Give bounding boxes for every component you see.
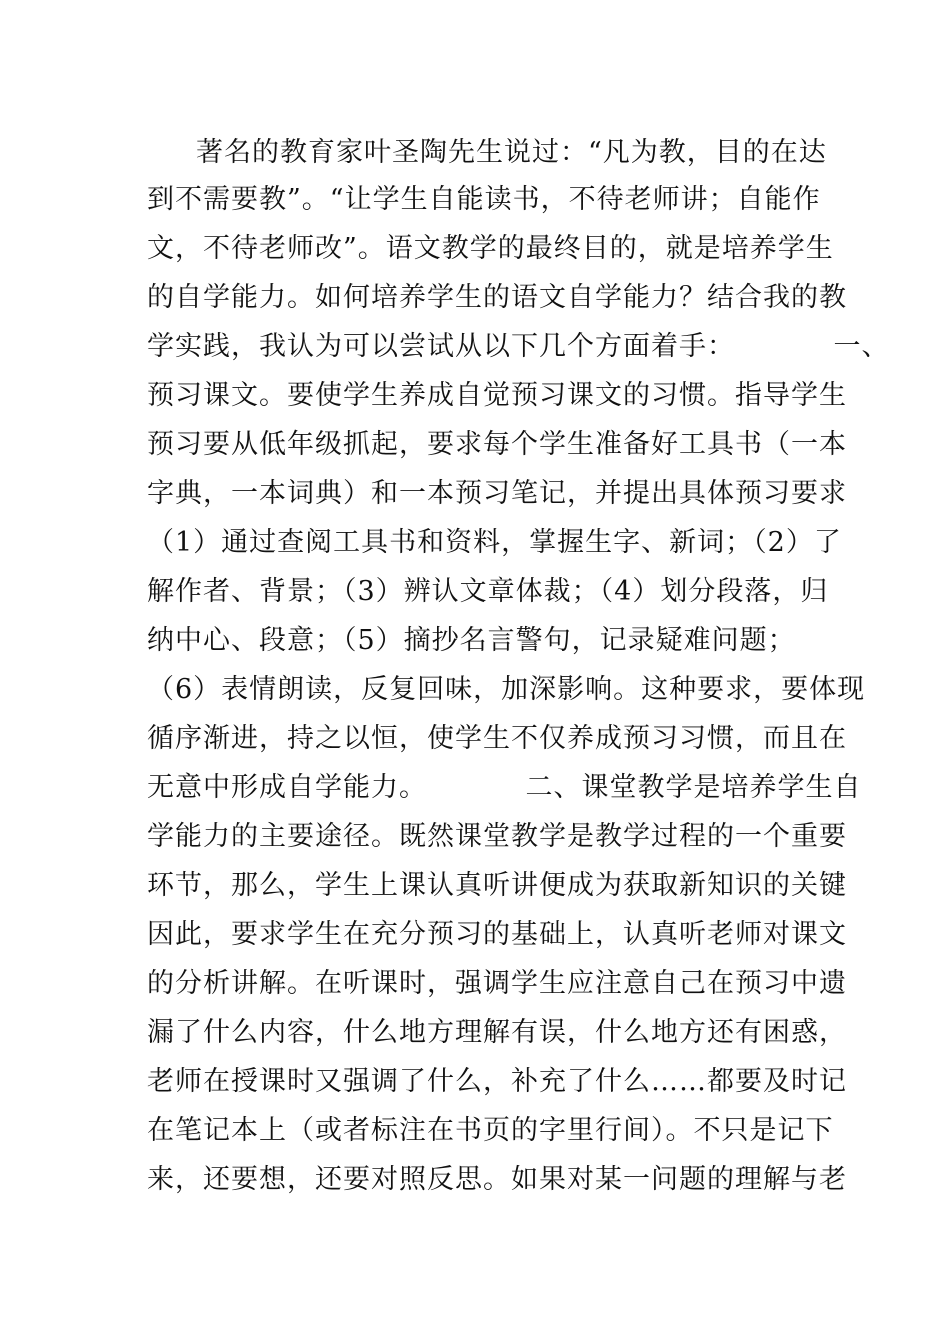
paragraph-line: 环节，那么，学生上课认真听讲便成为获取新知识的关键	[147, 870, 847, 901]
paragraph-line: （1）通过查阅工具书和资料，掌握生字、新词；（2）了	[147, 527, 842, 558]
paragraph-line: 无意中形成自学能力。 二、课堂教学是培养学生自	[147, 772, 862, 803]
paragraph-line: 纳中心、段意；（5）摘抄名言警句，记录疑难问题；	[147, 625, 796, 656]
paragraph-line: 在笔记本上（或者标注在书页的字里行间）。不只是记下	[147, 1115, 834, 1146]
paragraph-line: 解作者、背景；（3）辨认文章体裁；（4）划分段落，归	[147, 576, 829, 607]
paragraph-line: 漏了什么内容，什么地方理解有误，什么地方还有困惑，	[147, 1017, 847, 1048]
paragraph-line: 循序渐进，持之以恒，使学生不仅养成预习习惯，而且在	[147, 723, 847, 754]
paragraph-line: 预习要从低年级抓起，要求每个学生准备好工具书（一本	[147, 429, 847, 460]
paragraph-line: （6）表情朗读，反复回味，加深影响。这种要求，要体现	[147, 674, 866, 705]
paragraph-line: 字典，一本词典）和一本预习笔记，并提出具体预习要求	[147, 478, 847, 509]
paragraph-line: 老师在授课时又强调了什么，补充了什么……都要及时记	[147, 1066, 847, 1097]
paragraph-line: 到不需要教”。“让学生自能读书，不待老师讲；自能作	[147, 184, 821, 215]
paragraph-line: 的分析讲解。在听课时，强调学生应注意自己在预习中遗	[147, 968, 847, 999]
paragraph-line: 因此，要求学生在充分预习的基础上，认真听老师对课文	[147, 919, 847, 950]
paragraph-line: 预习课文。要使学生养成自觉预习课文的习惯。指导学生	[147, 380, 847, 411]
paragraph-line: 的自学能力。如何培养学生的语文自学能力？结合我的教	[147, 282, 847, 313]
paragraph-line: 来，还要想，还要对照反思。如果对某一问题的理解与老	[147, 1164, 847, 1195]
paragraph-line: 学能力的主要途径。既然课堂教学是教学过程的一个重要	[147, 821, 847, 852]
paragraph-line: 文，不待老师改”。语文教学的最终目的，就是培养学生	[147, 233, 834, 264]
paragraph-line: 著名的教育家叶圣陶先生说过：“凡为教，目的在达	[196, 137, 827, 168]
paragraph-line: 学实践，我认为可以尝试从以下几个方面着手： 一、	[147, 331, 890, 362]
